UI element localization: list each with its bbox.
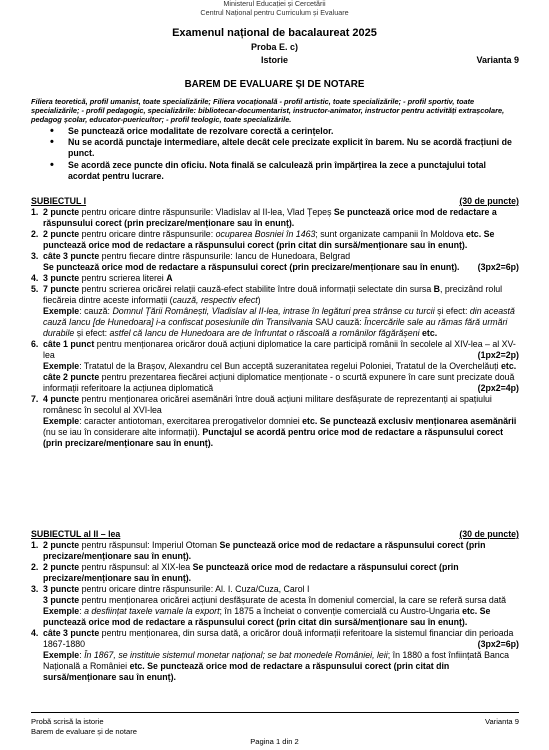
- section-subiectul-2: [31, 529, 519, 683]
- item-text: pentru menționarea, din sursa dată, a oricăror două informații referitoare la sistemul financiar din perioada 1867-1880: [43, 628, 514, 649]
- item-text: pentru scrierea oricărei relații cauză-efect stabilite între două informații selectate din sursa: [79, 284, 434, 294]
- item-quote: cauză, respectiv efect: [172, 295, 258, 305]
- item-points: 2 puncte: [43, 207, 80, 217]
- barem-item-7: [31, 394, 519, 449]
- item-text: ; în 1875 a încheiat o convenție comercială cu Austro-Ungaria: [219, 606, 463, 616]
- section-title: SUBIECTUL I: [31, 196, 87, 206]
- footer-barem-label: Barem de evaluare și de notare: [31, 727, 137, 736]
- item-rule: etc. Se punctează exclusiv menționarea asemănării: [302, 416, 517, 426]
- item-text: și efect:: [74, 328, 110, 338]
- barem-item-4: [31, 273, 519, 284]
- section-subiectul-1: [31, 196, 519, 449]
- barem-item-2: [31, 229, 519, 251]
- item-text: :: [79, 650, 85, 660]
- barem-item-5: [31, 284, 519, 339]
- item-text: ; sunt organizate campanii în Moldova: [315, 229, 466, 239]
- item-text: ): [257, 295, 261, 305]
- section-points: (30 de puncte): [459, 529, 519, 539]
- item-number: 3.: [31, 584, 39, 594]
- proba-label: Proba E. c): [250, 42, 298, 52]
- item-text: ; în 1880 a fost înființată Banca Națională a României: [43, 650, 510, 671]
- item-text: pentru răspunsul: al XIX-lea: [79, 562, 193, 572]
- item-quote: Încercările sale au rămas fără urmări durabile: [43, 317, 508, 338]
- rule-item: • Nu se acordă punctaje intermediare, altele decât cele precizate explicit în barem. Nu se acordă fracțiuni de punct.: [50, 137, 520, 159]
- item-points: câte 3 puncte: [43, 628, 100, 638]
- item-rule: etc. Se punctează orice mod de redactare a răspunsului corect (prin citat din sursă/menționare sau în enunț).: [43, 229, 495, 250]
- item-text: pentru fiecare dintre răspunsurile: Iancu de Hunedoara, Belgrad: [99, 251, 351, 261]
- item-text: : caracter antiotoman, exercitarea prerogativelor domniei: [79, 416, 303, 426]
- item-points: 2 puncte: [43, 540, 80, 550]
- item-number: 1.: [31, 207, 39, 217]
- item-text: , precizând rolul fiecăreia dintre aceste informații (: [43, 284, 503, 305]
- barem-item-1: [31, 207, 519, 229]
- item-rule: Se punctează orice mod de redactare a răspunsului corect (prin precizare/menționare sau în enunț).: [43, 207, 497, 228]
- item-text: : cauză:: [79, 306, 113, 316]
- barem-item-3: [31, 251, 519, 273]
- item-number: 5.: [31, 284, 39, 294]
- item-text: pentru prezentarea fiecărei acțiuni diplomatice menționate - o scurtă expunere în care sunt precizate două informații referitoare la acțiunea diplomatică: [43, 372, 515, 393]
- item-etc: etc.: [501, 361, 517, 371]
- item-etc: etc.: [419, 328, 438, 338]
- item-text: SAU cauză:: [312, 317, 365, 327]
- examples-label: Exemple: [43, 306, 80, 316]
- points-formula: (1px2=2p): [477, 350, 519, 360]
- item-text: :: [79, 606, 85, 616]
- center-name: Centrul Național pentru Curriculum și Evaluare: [200, 8, 349, 17]
- item-points: 7 puncte: [43, 284, 80, 294]
- item-number: 6.: [31, 339, 39, 349]
- item-text: pentru oricare dintre răspunsurile: Al. I. Cuza/Cuza, Carol I: [79, 584, 310, 594]
- filiera-note: Filiera teoretică, profil umanist, toate specializările; Filiera vocațională - profil artistic, toate specializările; - profil sportiv, toate specializările; - profil pedagogic, specializările: bibliotecar-documentarist, instructor-animator, instructor pentru activități extrașcolare, pedagog școlar, educator-puericultor; - profil teologic, toate specializările.: [31, 97, 505, 124]
- variant-label: Varianta 9: [476, 55, 519, 65]
- item-rule: etc. Se punctează orice mod de redactare a răspunsului corect (prin citat din sursă/menționare sau în enunț).: [43, 661, 450, 682]
- section-heading: [31, 196, 519, 207]
- item-quote: a desființat taxele vamale la export: [84, 606, 220, 616]
- item-number: 4.: [31, 273, 39, 283]
- item-text: și efect:: [434, 306, 470, 316]
- item-rule: etc. Se punctează orice mod de redactare a răspunsului corect (prin citat din sursă/menționare sau în enunț).: [43, 606, 491, 627]
- item-text: : Tratatul de la Brașov, Alexandru cel Bun acceptă suzeranitatea regelui Poloniei, Tratatul de la Overchelăuți: [79, 361, 502, 371]
- item-rule: Se punctează orice mod de redactare a răspunsului corect (prin precizare/menționare sau în enunț).: [43, 562, 459, 583]
- item-text: pentru menționarea oricăror două acțiuni diplomatice la care participă românii în secolele al XIV-lea – al XV-lea: [43, 339, 516, 360]
- item-text: pentru oricare dintre răspunsurile:: [79, 229, 216, 239]
- rule-item: • Se acordă zece puncte din oficiu. Nota finală se calculează prin împărțirea la zece a punctajului total acordat pentru lucrare.: [50, 160, 520, 182]
- item-text: pentru răspunsul: Imperiul Otoman: [79, 540, 220, 550]
- examples-label: Exemple: [43, 650, 80, 660]
- item-points: câte 1 punct: [43, 339, 95, 349]
- item-number: 7.: [31, 394, 39, 404]
- subject-label: Istorie: [260, 55, 288, 65]
- exam-title: Examenul național de bacalaureat 2025: [172, 27, 377, 39]
- barem-item-1: [31, 540, 519, 562]
- item-number: 2.: [31, 229, 39, 239]
- item-text: pentru menționarea oricărei asemănări între două acțiuni militare desfășurate de reprezentanți ai spațiului românesc în secolul al XVI-lea: [43, 394, 492, 415]
- points-formula: (2px2=4p): [477, 383, 519, 393]
- item-quote: ocuparea Bosniei în 1463: [215, 229, 316, 239]
- ministry-name: Ministerul Educației și Cercetării: [223, 0, 326, 8]
- item-answer: A: [166, 273, 173, 283]
- section-points: (30 de puncte): [459, 196, 519, 206]
- item-number: 2.: [31, 562, 39, 572]
- item-points: 3 puncte: [43, 584, 80, 594]
- item-points: 2 puncte: [43, 229, 80, 239]
- item-quote: din această cauză Iancu [de Hunedoara] i-a confiscat posesiunile din Transilvania: [43, 306, 515, 327]
- item-number: 3.: [31, 251, 39, 261]
- footer-divider: [31, 712, 519, 713]
- item-number: 1.: [31, 540, 39, 550]
- page-number: Pagina 1 din 2: [250, 737, 299, 746]
- barem-item-2: [31, 562, 519, 584]
- barem-item-4: [31, 628, 519, 683]
- barem-item-3: [31, 584, 519, 628]
- footer-variant: Varianta 9: [484, 717, 519, 726]
- points-formula: (3px2=6p): [477, 639, 519, 649]
- item-quote: astfel că Iancu de Hunedoara are de înfruntat o răscoală a românilor făgărășeni: [109, 328, 420, 338]
- rule-item: • Se punctează orice modalitate de rezolvare corectă a cerințelor.: [50, 126, 520, 137]
- examples-label: Exemple: [43, 606, 80, 616]
- barem-title: BAREM DE EVALUARE ȘI DE NOTARE: [184, 79, 365, 90]
- item-points: câte 3 puncte: [43, 251, 100, 261]
- section-title: SUBIECTUL al II – lea: [31, 529, 121, 539]
- examples-label: Exemple: [43, 361, 80, 371]
- item-points: 3 puncte: [43, 273, 80, 283]
- examples-label: Exemple: [43, 416, 80, 426]
- barem-item-6: [31, 339, 519, 394]
- item-rule: Se punctează orice mod de redactare a răspunsului corect (prin precizare/menționare sau în enunț).: [43, 262, 460, 272]
- item-quote: În 1867, se instituie sistemul monetar național; se bat monedele României, leii: [84, 650, 388, 660]
- item-text: (nu se iau în considerare alte informații).: [43, 427, 203, 437]
- item-points: 4 puncte: [43, 394, 80, 404]
- footer-exam-label: Probă scrisă la istorie: [31, 717, 104, 726]
- item-text: pentru oricare dintre răspunsurile: Vladislav al II-lea, Vlad Țepeș: [79, 207, 334, 217]
- item-answer: B: [433, 284, 441, 294]
- general-rules: [50, 126, 520, 182]
- item-rule: Se punctează orice mod de redactare a răspunsului corect (prin precizare/menționare sau în enunț).: [43, 540, 486, 561]
- item-number: 4.: [31, 628, 39, 638]
- item-rule: Punctajul se acordă pentru orice mod de redactare a răspunsului corect (prin precizare/menționare sau în enunț).: [43, 427, 504, 448]
- item-text: pentru scrierea literei: [79, 273, 167, 283]
- item-points: 2 puncte: [43, 562, 80, 572]
- item-points: câte 2 puncte: [43, 372, 100, 382]
- points-formula: (3px2=6p): [477, 262, 519, 272]
- item-points: 3 puncte: [43, 595, 80, 605]
- item-text: pentru menționarea oricărei acțiuni desfășurate de acesta în domeniul comercial, la care se referă sursa dată: [79, 595, 507, 605]
- section-heading: [31, 529, 519, 540]
- item-quote: Domnul Țării Românești, Vladislav al II-lea, intrase în legături prea strânse cu turcii: [112, 306, 435, 316]
